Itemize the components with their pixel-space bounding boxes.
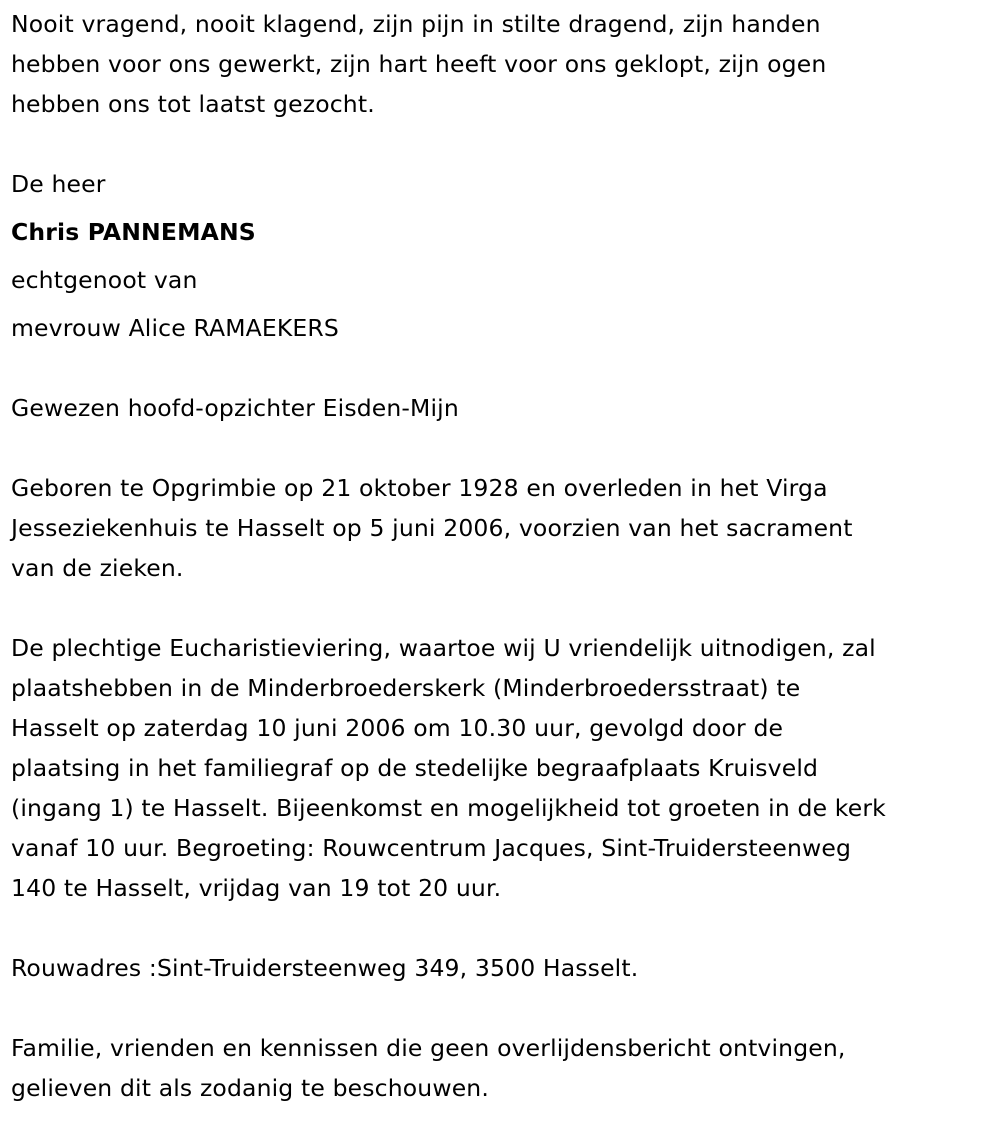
birth-death-line-2: Jesseziekenhuis te Hasselt op 5 juni 2006, voorzien van het sacrament [11,514,853,542]
spouse-name: mevrouw Alice RAMAEKERS [11,314,339,342]
relation: echtgenoot van [11,266,198,294]
ceremony-line-5: (ingang 1) te Hasselt. Bijeenkomst en mogelijkheid tot groeten in de kerk [11,794,886,822]
ceremony-line-4: plaatsing in het familiegraf op de stedelijke begraafplaats Kruisveld [11,754,819,782]
salutation: De heer [11,170,106,198]
ceremony-line-6: vanaf 10 uur. Begroeting: Rouwcentrum Jacques, Sint-Truidersteenweg [11,834,852,862]
birth-death-line-1: Geboren te Opgrimbie op 21 oktober 1928 en overleden in het Virga [11,474,828,502]
deceased-name: Chris PANNEMANS [11,218,256,246]
mourning-address: Rouwadres :Sint-Truidersteenweg 349, 3500 Hasselt. [11,954,639,982]
closing-line-1: Familie, vrienden en kennissen die geen overlijdensbericht ontvingen, [11,1034,846,1062]
ceremony-line-1: De plechtige Eucharistieviering, waartoe wij U vriendelijk uitnodigen, zal [11,634,876,662]
poem-line-3: hebben ons tot laatst gezocht. [11,90,375,118]
poem-line-1: Nooit vragend, nooit klagend, zijn pijn in stilte dragend, zijn handen [11,10,821,38]
ceremony-line-7: 140 te Hasselt, vrijdag van 19 tot 20 uur. [11,874,502,902]
poem-line-2: hebben voor ons gewerkt, zijn hart heeft voor ons geklopt, zijn ogen [11,50,827,78]
closing-line-2: gelieven dit als zodanig te beschouwen. [11,1074,489,1102]
occupation: Gewezen hoofd-opzichter Eisden-Mijn [11,394,459,422]
birth-death-line-3: van de zieken. [11,554,184,582]
ceremony-line-3: Hasselt op zaterdag 10 juni 2006 om 10.30 uur, gevolgd door de [11,714,784,742]
ceremony-line-2: plaatshebben in de Minderbroederskerk (Minderbroedersstraat) te [11,674,801,702]
